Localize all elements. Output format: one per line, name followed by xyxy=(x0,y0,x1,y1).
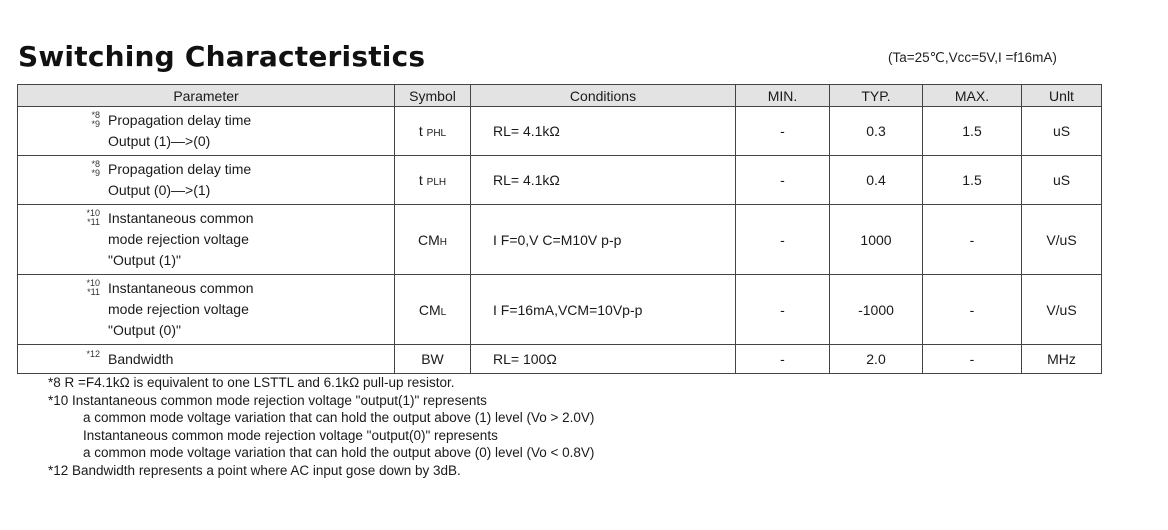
min-cell: - xyxy=(736,275,830,345)
max-cell: - xyxy=(923,205,1022,275)
parameter-cell xyxy=(18,345,395,374)
min-cell: - xyxy=(736,205,830,275)
switching-characteristics-table xyxy=(17,84,1102,374)
parameter-line: Propagation delay time xyxy=(108,161,252,177)
max-cell: - xyxy=(923,345,1022,374)
header-parameter: Parameter xyxy=(18,85,395,107)
typ-cell: 2.0 xyxy=(830,345,923,374)
conditions-cell: RL= 4.1kΩ xyxy=(471,107,736,156)
parameter-line: mode rejection voltage xyxy=(108,231,249,247)
symbol-cell: t PLH xyxy=(395,156,471,205)
parameter-line: "Output (1)" xyxy=(108,252,181,268)
header-min: MIN. xyxy=(736,85,830,107)
parameter-line: Instantaneous common xyxy=(108,280,254,296)
typ-cell: 1000 xyxy=(830,205,923,275)
table-row xyxy=(18,205,1102,275)
header-typ: TYP. xyxy=(830,85,923,107)
typ-cell: 0.4 xyxy=(830,156,923,205)
min-cell: - xyxy=(736,345,830,374)
note-refs: *10 *11 xyxy=(86,278,100,297)
unit-cell: uS xyxy=(1022,156,1102,205)
note-refs: *12 xyxy=(86,348,100,359)
header-symbol: Symbol xyxy=(395,85,471,107)
footnote-12: *12 Bandwidth represents a point where AC input gose down by 3dB. xyxy=(48,462,461,478)
parameter-cell xyxy=(18,156,395,205)
typ-cell: 0.3 xyxy=(830,107,923,156)
typ-cell: -1000 xyxy=(830,275,923,345)
note-refs: *8 *9 xyxy=(91,110,100,129)
header-unit: Unlt xyxy=(1022,85,1102,107)
table-row xyxy=(18,156,1102,205)
table-row xyxy=(18,345,1102,374)
symbol-cell: CML xyxy=(395,275,471,345)
unit-cell: V/uS xyxy=(1022,275,1102,345)
unit-cell: V/uS xyxy=(1022,205,1102,275)
footnote-10: *10 Instantaneous common mode rejection voltage "output(1)" represents xyxy=(48,392,487,408)
unit-cell: uS xyxy=(1022,107,1102,156)
parameter-line: mode rejection voltage xyxy=(108,301,249,317)
conditions-cell: I F=0,V C=M10V p-p xyxy=(471,205,736,275)
header-conditions: Conditions xyxy=(471,85,736,107)
footnote-10-line: a common mode voltage variation that can hold the output above (1) level (Vo > 2.0V) xyxy=(83,410,595,426)
max-cell: 1.5 xyxy=(923,107,1022,156)
parameter-line: Bandwidth xyxy=(108,350,174,367)
conditions-cell: RL= 100Ω xyxy=(471,345,736,374)
symbol-cell: t PHL xyxy=(395,107,471,156)
footnote-8: *8 R =F4.1kΩ is equivalent to one LSTTL and 6.1kΩ pull-up resistor. xyxy=(48,375,455,390)
parameter-cell xyxy=(18,205,395,275)
parameter-line: "Output (0)" xyxy=(108,322,181,338)
parameter-line: Propagation delay time xyxy=(108,112,252,128)
max-cell: - xyxy=(923,275,1022,345)
table-header-row xyxy=(18,85,1102,107)
unit-cell: MHz xyxy=(1022,345,1102,374)
symbol-cell: BW xyxy=(395,345,471,374)
max-cell: 1.5 xyxy=(923,156,1022,205)
note-refs: *8 *9 xyxy=(91,159,100,178)
footnote-11-line: a common mode voltage variation that can hold the output above (0) level (Vo < 0.8V) xyxy=(83,445,595,461)
footnotes xyxy=(48,374,594,480)
header-max: MAX. xyxy=(923,85,1022,107)
page-title: Switching Characteristics xyxy=(18,40,426,73)
conditions-cell: RL= 4.1kΩ xyxy=(471,156,736,205)
conditions-cell: I F=16mA,VCM=10Vp-p xyxy=(471,275,736,345)
parameter-line: Output (1)—>(0) xyxy=(108,133,211,149)
footnote-11: Instantaneous common mode rejection voltage "output(0)" represents xyxy=(83,427,498,443)
parameter-cell xyxy=(18,275,395,345)
min-cell: - xyxy=(736,156,830,205)
parameter-line: Instantaneous common xyxy=(108,210,254,226)
note-refs: *10 *11 xyxy=(86,208,100,227)
min-cell: - xyxy=(736,107,830,156)
parameter-cell xyxy=(18,107,395,156)
parameter-line: Output (0)—>(1) xyxy=(108,182,211,198)
table-row xyxy=(18,107,1102,156)
test-conditions-note: (Ta=25℃,Vcc=5V,I =f16mA) xyxy=(888,50,1057,65)
table-row xyxy=(18,275,1102,345)
symbol-cell: CMH xyxy=(395,205,471,275)
